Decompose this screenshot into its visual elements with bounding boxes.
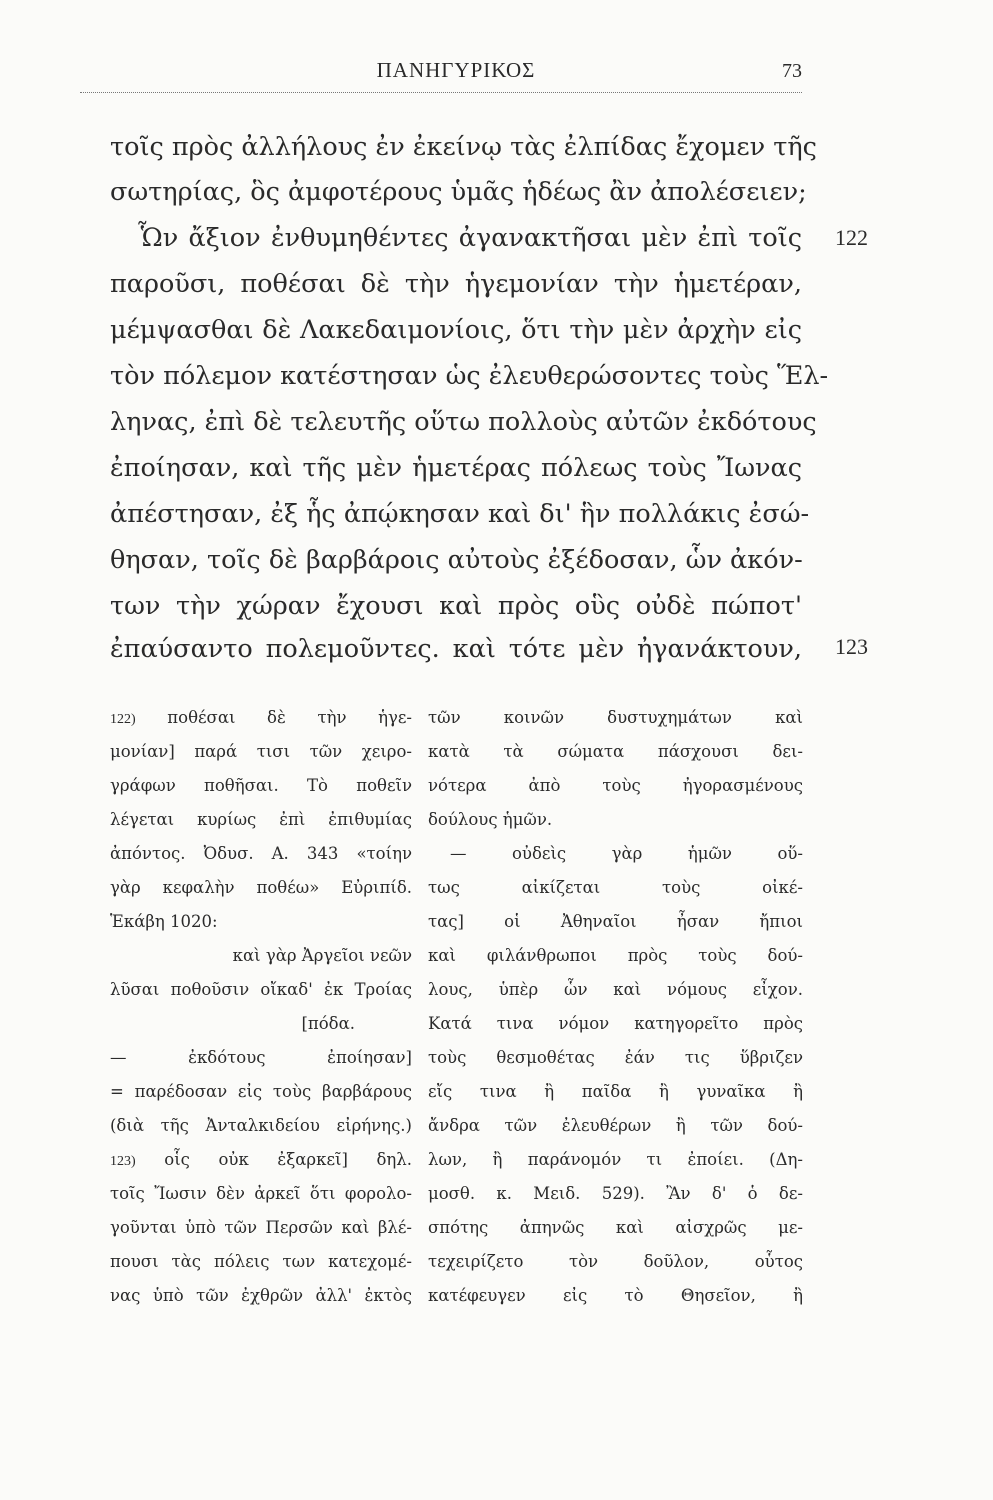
footnote-line: λους, ὑπὲρ ὧν καὶ νόμους εἶχον. <box>428 980 803 999</box>
footnote-verse-line: καὶ γὰρ Ἀργεῖοι νεῶν <box>232 946 412 965</box>
footnote-line: Κατά τινα νόμον κατηγορεῖτο πρὸς <box>428 1014 803 1033</box>
page-header <box>110 58 802 88</box>
footnote-line: καὶ φιλάνθρωποι πρὸς τοὺς δού- <box>428 946 803 965</box>
footnote-line: λων, ἢ παράνομόν τι ἐποίει. (Δη- <box>428 1150 803 1169</box>
footnote-line: εἴς τινα ἢ παῖδα ἢ γυναῖκα ἢ <box>428 1082 803 1101</box>
footnote-line: τοὺς θεσμοθέτας ἐάν τις ὕβριζεν <box>428 1048 803 1067</box>
main-text-line: θησαν, τοῖς δὲ βαρβάροις αὐτοὺς ἐξέδοσαν, ὧν ἀκόν- <box>110 545 803 575</box>
footnote-line: ποθέσαι δὲ τὴν ἡγε- <box>167 708 412 727</box>
footnote-line: τοῖς Ἴωσιν δὲν ἀρκεῖ ὅτι φορολο- <box>110 1184 412 1203</box>
main-text-line: παροῦσι, ποθέσαι δὲ τὴν ἡγεμονίαν τὴν ἡμετέραν, <box>110 269 802 299</box>
footnote-line: = παρέδοσαν εἰς τοὺς βαρβάρους <box>110 1082 412 1101</box>
footnote-line: γοῦνται ὑπὸ τῶν Περσῶν καὶ βλέ- <box>110 1218 412 1237</box>
main-text-line: ληνας, ἐπὶ δὲ τελευτῆς οὕτω πολλοὺς αὐτῶν ἐκδότους <box>110 407 817 437</box>
footnote-number: 122) <box>110 712 136 727</box>
section-number: 123 <box>835 634 868 659</box>
footnote-line: πουσι τὰς πόλεις των κατεχομέ- <box>110 1252 412 1271</box>
main-text-line: τοῖς πρὸς ἀλλήλους ἐν ἐκείνῳ τὰς ἐλπίδας ἔχομεν τῆς <box>110 132 817 162</box>
footnote-line: γράφων ποθῆσαι. Τὸ ποθεῖν <box>110 776 412 795</box>
footnote-line: — οὐδεὶς γὰρ ἡμῶν οὕ- <box>450 844 803 863</box>
footnote-line: τεχειρίζετο τὸν δοῦλον, οὗτος <box>428 1252 803 1271</box>
main-text-line: μέμψασθαι δὲ Λακεδαιμονίοις, ὅτι τὴν μὲν ἀρχὴν εἰς <box>110 315 802 345</box>
footnote-line: δούλους ἡμῶν. <box>428 810 553 829</box>
footnote-line: κατέφευγεν εἰς τὸ Θησεῖον, ἢ <box>428 1286 803 1305</box>
footnote-line: μονίαν] παρά τισι τῶν χειρο- <box>110 742 412 761</box>
footnote-line: οἷς οὐκ ἐξαρκεῖ] δηλ. <box>164 1150 413 1169</box>
footnote-line: — ἐκδότους ἐποίησαν] <box>110 1048 412 1067</box>
footnote-verse-line: λῦσαι ποθοῦσιν οἴκαδ' ἐκ Τροίας <box>110 980 412 999</box>
footnote-line: τως αἰκίζεται τοὺς οἰκέ- <box>428 878 803 897</box>
footnote-line: νας ὑπὸ τῶν ἐχθρῶν ἀλλ' ἐκτὸς <box>110 1286 412 1305</box>
footnote-line: λέγεται κυρίως ἐπὶ ἐπιθυμίας <box>110 810 412 829</box>
footnote-line: τας] οἱ Ἀθηναῖοι ἦσαν ἤπιοι <box>428 912 803 931</box>
running-title: ΠΑΝΗΓΥΡΙΚΟΣ <box>376 58 536 82</box>
footnote-line: ἄνδρα τῶν ἐλευθέρων ἢ τῶν δού- <box>428 1116 803 1135</box>
main-text-line: σωτηρίας, ὃς ἀμφοτέρους ὑμᾶς ἡδέως ἂν ἀπολέσειεν; <box>110 177 807 207</box>
page-number: 73 <box>782 60 802 82</box>
main-text-line: Ὧν ἄξιον ἐνθυμηθέντες ἀγανακτῆσαι μὲν ἐπὶ τοῖς <box>138 223 802 253</box>
footnote-line: σπότης ἀπηνῶς καὶ αἰσχρῶς με- <box>428 1218 803 1237</box>
footnote-line: μοσθ. κ. Μειδ. 529). Ἂν δ' ὁ δε- <box>428 1184 803 1203</box>
footnote-number: 123) <box>110 1154 136 1169</box>
main-text-line: ἐπαύσαντο πολεμοῦντες. καὶ τότε μὲν ἠγανάκτουν, <box>110 634 802 664</box>
footnote-verse-line: [πόδα. <box>301 1014 355 1033</box>
main-text-line: ἀπέστησαν, ἐξ ἧς ἀπῴκησαν καὶ δι' ἣν πολλάκις ἐσώ- <box>110 499 810 529</box>
header-rule <box>80 92 802 93</box>
section-number: 122 <box>835 225 868 250</box>
footnote-line: (διὰ τῆς Ἀνταλκιδείου εἰρήνης.) <box>110 1116 412 1135</box>
main-text-line: των τὴν χώραν ἔχουσι καὶ πρὸς οὓς οὐδὲ πώποτ' <box>110 591 802 621</box>
footnote-line: Ἑκάβη 1020: <box>110 912 218 931</box>
footnote-line: τῶν κοινῶν δυστυχημάτων καὶ <box>428 708 803 727</box>
footnote-line: κατὰ τὰ σώματα πάσχουσι δει- <box>428 742 803 761</box>
main-text-line: ἐποίησαν, καὶ τῆς μὲν ἡμετέρας πόλεως τοὺς Ἴωνας <box>110 453 802 483</box>
footnote-line: νότερα ἀπὸ τοὺς ἠγορασμένους <box>428 776 803 795</box>
footnote-line: ἀπόντος. Ὀδυσ. Α. 343 «τοίην <box>110 844 412 863</box>
footnote-line: γὰρ κεφαλὴν ποθέω» Εὐριπίδ. <box>110 878 412 897</box>
main-text-line: τὸν πόλεμον κατέστησαν ὡς ἐλευθερώσοντες τοὺς Ἕλ- <box>110 361 829 391</box>
